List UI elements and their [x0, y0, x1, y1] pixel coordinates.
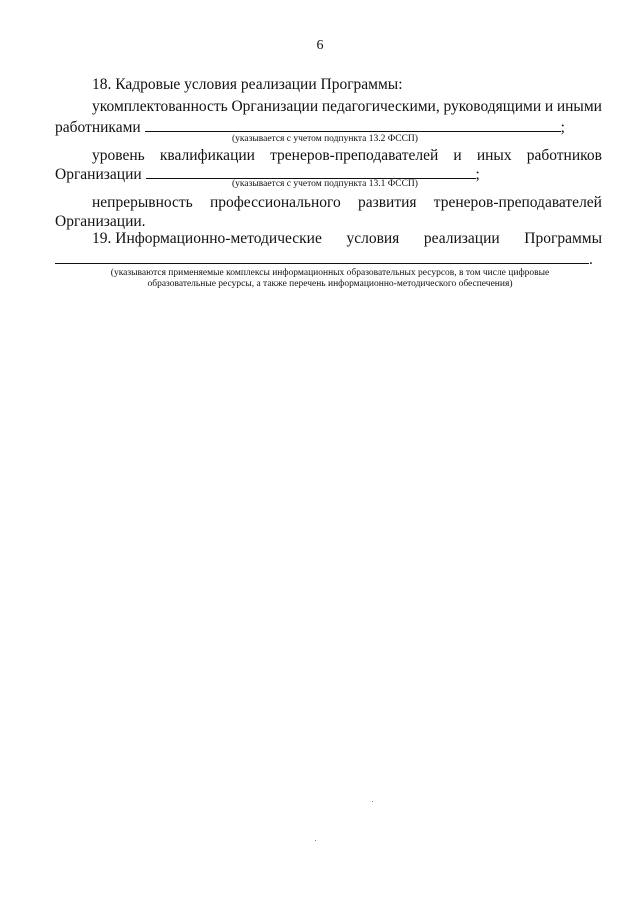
word: Организации [231, 98, 319, 115]
word: укомплектованность [92, 98, 228, 115]
staffing-note: (указывается с учетом подпункта 13.2 ФССП) [232, 134, 418, 144]
word: реализации [423, 230, 500, 247]
section-19-note-line1: (указываются применяемые комплексы информационных образовательных ресурсов, в том числе цифровые [110, 268, 550, 278]
qualification-note: (указывается с учетом подпункта 13.1 ФССП) [232, 179, 418, 189]
staffing-label: работниками [55, 119, 141, 136]
page-number: 6 [316, 38, 324, 53]
word: 19. Информационно-методические [92, 230, 322, 247]
word: непрерывность [92, 194, 193, 211]
word: работников [526, 147, 602, 164]
word: иными [556, 98, 602, 115]
info-resources-blank-field[interactable] [55, 250, 589, 264]
staffing-text-line1 [92, 98, 602, 116]
word: и [544, 98, 554, 115]
section-19-end-mark: . [589, 251, 593, 268]
word: уровень [92, 147, 145, 164]
word: развития [357, 194, 417, 211]
qualification-label: Организации [55, 166, 142, 183]
section-18-heading: 18. Кадровые условия реализации Программы: [92, 76, 403, 93]
word: иных [476, 147, 512, 164]
section-19-line1 [92, 230, 602, 248]
word: и [453, 147, 462, 164]
section-19-note-line2: образовательные ресурсы, а также перечень информационно-методического обеспечения) [147, 279, 513, 289]
qualification-end-mark: ; [475, 166, 480, 183]
word: руководящими [443, 98, 542, 115]
word: тренеров-преподавателей [270, 147, 439, 164]
word: квалификации [159, 147, 255, 164]
section-19-line2 [55, 250, 593, 269]
word: педагогическими, [321, 98, 440, 115]
word: тренеров-преподавателей [433, 194, 602, 211]
development-text-line2: Организации. [55, 213, 146, 230]
development-text-line1 [92, 194, 602, 212]
scan-speck [315, 840, 316, 841]
qualification-blank-field[interactable] [146, 165, 476, 179]
qualification-text-line1 [92, 147, 602, 165]
word: профессионального [209, 194, 341, 211]
word: условия [346, 230, 400, 247]
staffing-blank-field[interactable] [145, 118, 561, 132]
scan-speck [372, 801, 373, 802]
word: Программы [524, 230, 602, 247]
staffing-end-mark: ; [560, 119, 565, 136]
